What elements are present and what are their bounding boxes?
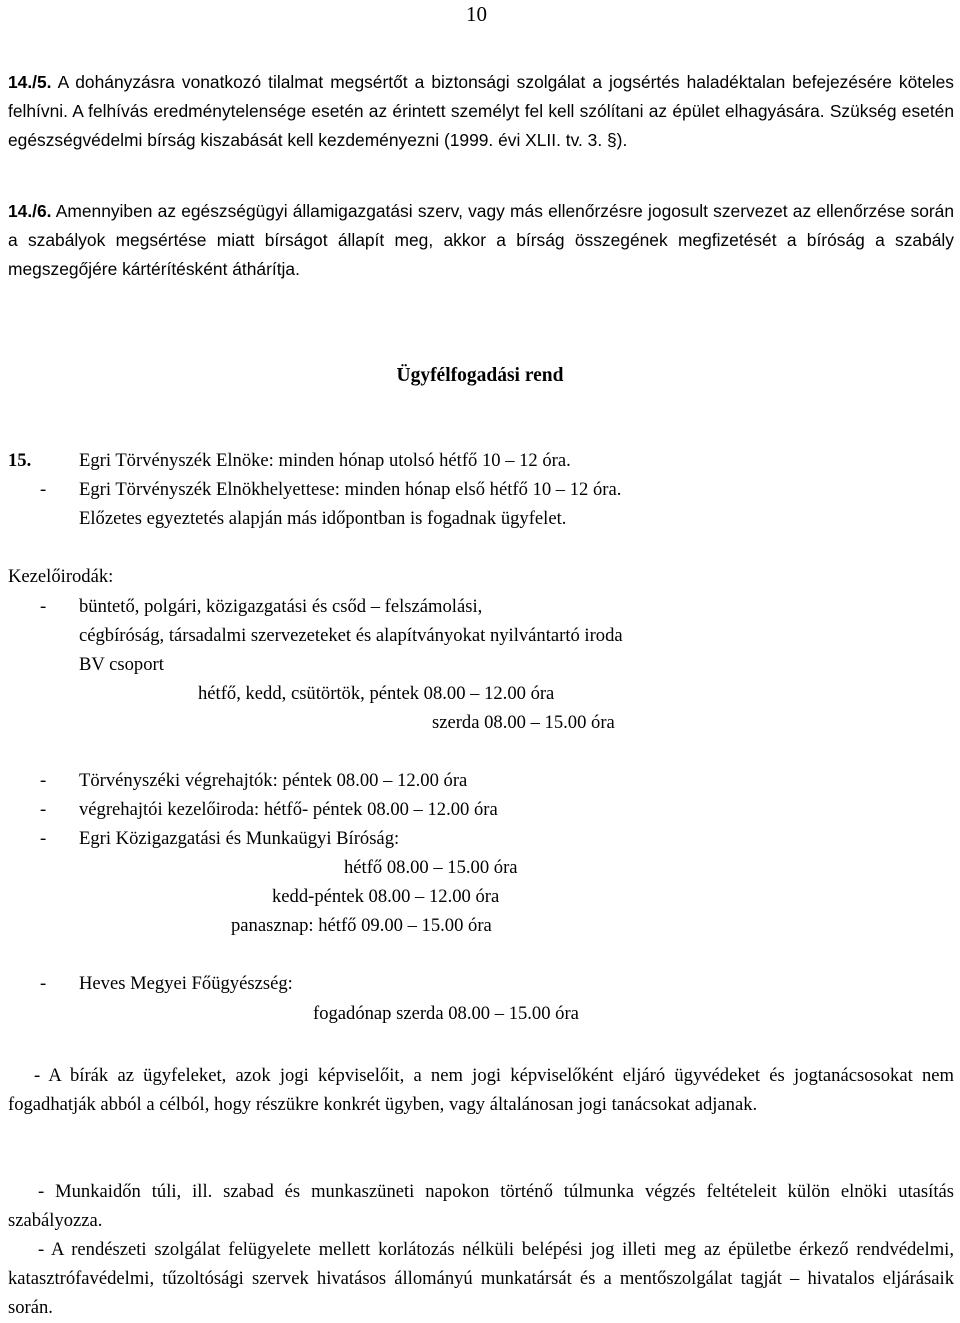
- section-number: 14./6.: [8, 201, 52, 221]
- registry-offices-title: Kezelőirodák:: [8, 566, 114, 587]
- paragraph-text: A dohányzásra vonatkozó tilalmat megsértőt a biztonsági szolgálat a jogsértés haladéktalan befejezésére köteles felhívni. A felhívás eredménytelensége esetén az érintett személyt fel kell szólítani az épület elhagyására. Szükség esetén egészségvédelmi bírság kiszabását kell kezdeményezni (1999. évi XLII. tv. 3. §).: [8, 72, 954, 150]
- paragraph-text: Amennyiben az egészségügyi államigazgatási szerv, vagy más ellenőrzésre jogosult szervezet az ellenőrzése során a szabályok megsértése miatt bírságot állapít meg, akkor a bírság összegének megfizetését a bíróság a szabály megszegőjére kártérítésként áthárítja.: [8, 201, 954, 279]
- office-departments-line1: büntető, polgári, közigazgatási és csőd – felszámolási,: [79, 596, 483, 617]
- list-dash: -: [40, 479, 47, 500]
- bailiffs-hours: Törvényszéki végrehajtók: péntek 08.00 – 12.00 óra: [79, 770, 468, 791]
- note-overtime: - Munkaidőn túli, ill. szabad és munkaszüneti napokon történő túlmunka végzés feltételeit külön elnöki utasítás szabályozza.: [8, 1181, 954, 1231]
- vice-president-hours: Egri Törvényszék Elnökhelyettese: minden hónap első hétfő 10 – 12 óra.: [79, 479, 622, 500]
- list-dash: -: [40, 799, 47, 820]
- office-departments-line3: BV csoport: [79, 654, 164, 675]
- section-number-15: 15.: [8, 450, 32, 471]
- list-dash: -: [40, 973, 47, 994]
- prosecutor-office-hours: fogadónap szerda 08.00 – 15.00 óra: [313, 1003, 579, 1024]
- office-hours-weekdays: hétfő, kedd, csütörtök, péntek 08.00 – 12.00 óra: [198, 683, 555, 704]
- administrative-court-complaint-day: panasznap: hétfő 09.00 – 15.00 óra: [231, 915, 492, 936]
- paragraph-14-6: [8, 197, 954, 284]
- administrative-court-title: Egri Közigazgatási és Munkaügyi Bíróság:: [79, 828, 400, 849]
- list-dash: -: [40, 828, 47, 849]
- list-dash: -: [40, 770, 47, 791]
- note-security-access: - A rendészeti szolgálat felügyelete mellett korlátozás nélküli belépési jog illeti meg az épületbe érkező rendvédelmi, katasztrófavédelmi, tűzoltósági szervek hivatásos állományú munkatársát és a mentőszolgálat tagját – hivatalos eljárásaik során.: [8, 1239, 954, 1318]
- section-number: 14./5.: [8, 72, 52, 92]
- appointment-note: Előzetes egyeztetés alapján más időpontban is fogadnak ügyfelet.: [79, 508, 567, 529]
- list-dash: -: [40, 596, 47, 617]
- paragraph-14-5: [8, 68, 954, 155]
- section-heading: Ügyfélfogadási rend: [396, 365, 564, 386]
- administrative-court-monday: hétfő 08.00 – 15.00 óra: [344, 857, 518, 878]
- enforcement-office-hours: végrehajtói kezelőiroda: hétfő- péntek 08.00 – 12.00 óra: [79, 799, 498, 820]
- office-hours-wednesday: szerda 08.00 – 15.00 óra: [432, 712, 615, 733]
- president-hours: Egri Törvényszék Elnöke: minden hónap utolsó hétfő 10 – 12 óra.: [79, 450, 571, 471]
- office-departments-line2: cégbíróság, társadalmi szervezeteket és alapítványokat nyilvántartó iroda: [79, 625, 623, 646]
- note-judges: - A bírák az ügyfeleket, azok jogi képviselőit, a nem jogi képviselőként eljáró ügyvédeket és jogtanácsosokat nem fogadhatják abból a célból, hogy részükre konkrét ügyben, vagy általánosan jogi tanácsokat adjanak.: [8, 1065, 954, 1115]
- prosecutor-office-title: Heves Megyei Főügyészség:: [79, 973, 293, 994]
- administrative-court-tue-fri: kedd-péntek 08.00 – 12.00 óra: [272, 886, 500, 907]
- page-number: 10: [466, 2, 487, 26]
